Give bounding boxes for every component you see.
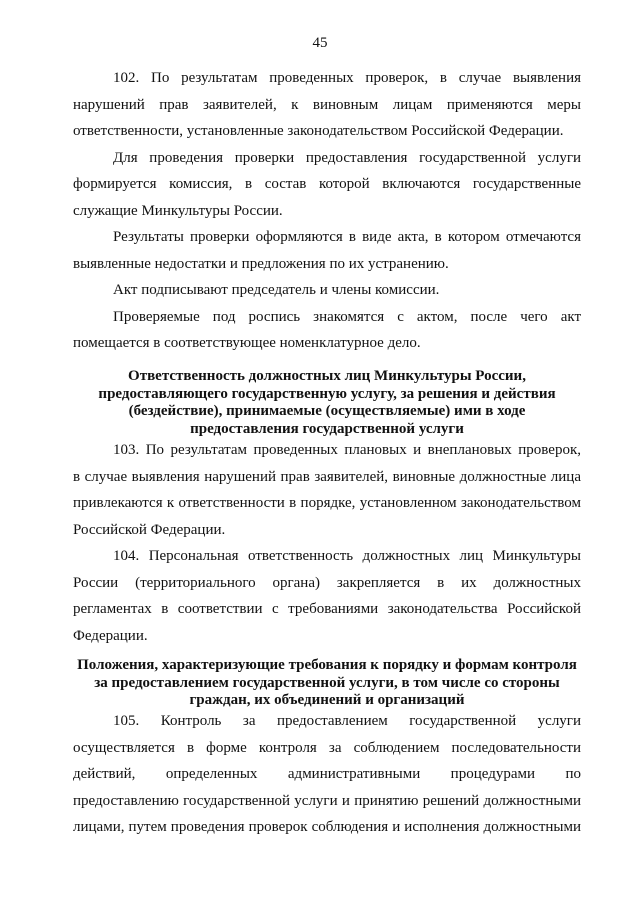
section-heading-responsibility bbox=[73, 368, 581, 438]
text-line: помещается в соответствующее номенклатурное дело. bbox=[73, 335, 421, 351]
text-line: Для проведения проверки предоставления государственной услуги bbox=[113, 149, 581, 166]
text-line: осуществляется в форме контроля за соблюдением последовательности bbox=[73, 739, 581, 756]
heading-line: Положения, характеризующие требования к порядку и формам контроля bbox=[77, 657, 577, 673]
heading-line: за предоставлением государственной услуги, в том числе со стороны bbox=[94, 674, 560, 691]
paragraph-105 bbox=[73, 708, 581, 841]
text-line: 104. Персональная ответственность должностных лиц Минкультуры bbox=[113, 548, 581, 564]
text-line: выявленные недостатки и предложения по их устранению. bbox=[73, 255, 449, 272]
text-line: в случае выявления нарушений прав заявителей, виновные должностные лица bbox=[73, 468, 581, 485]
heading-line: (бездействие), принимаемые (осуществляемые) ими в ходе bbox=[128, 403, 526, 419]
text-line: нарушений прав заявителей, к виновным лицам применяются меры bbox=[73, 96, 581, 113]
text-line: служащие Минкультуры России. bbox=[73, 202, 283, 219]
text-line: предоставлению государственной услуги и принятию решений должностными bbox=[73, 792, 581, 809]
heading-line: предоставления государственной услуги bbox=[190, 420, 464, 437]
text-line: Результаты проверки оформляются в виде акта, в котором отмечаются bbox=[113, 229, 581, 245]
text-line: Федерации. bbox=[73, 627, 148, 644]
text-line: лицами, путем проведения проверок соблюдения и исполнения должностными bbox=[73, 819, 581, 835]
text-line: регламентах в соответствии с требованиями законодательства Российской bbox=[73, 601, 581, 617]
text-line: Акт подписывают председатель и члены комиссии. bbox=[113, 282, 440, 298]
heading-line: граждан, их объединений и организаций bbox=[189, 692, 465, 708]
text-line: 105. Контроль за предоставлением государственной услуги bbox=[113, 713, 581, 729]
text-line: России (территориального органа) закрепляется в их должностных bbox=[73, 574, 581, 591]
text-line: действий, определенных административными процедурами по bbox=[73, 766, 581, 782]
text-line: ответственности, установленные законодательством Российской Федерации. bbox=[73, 123, 564, 139]
heading-line: предоставляющего государственную услугу, за решения и действия bbox=[98, 385, 556, 402]
section-heading-control bbox=[73, 657, 581, 710]
text-line: 103. По результатам проведенных плановых и внеплановых проверок, bbox=[113, 442, 581, 458]
heading-line: Ответственность должностных лиц Минкультуры России, bbox=[128, 368, 526, 384]
paragraphs-102 bbox=[73, 65, 581, 357]
text-line: формируется комиссия, в состав которой включаются государственные bbox=[73, 176, 581, 192]
paragraphs-103-104 bbox=[73, 437, 581, 649]
text-line: Проверяемые под роспись знакомятся с актом, после чего акт bbox=[113, 308, 581, 325]
text-line: 102. По результатам проведенных проверок, в случае выявления bbox=[113, 70, 581, 86]
text-line: привлекаются к ответственности в порядке, установленном законодательством bbox=[73, 495, 581, 511]
text-line: Российской Федерации. bbox=[73, 521, 226, 538]
page-number: 45 bbox=[312, 35, 328, 51]
